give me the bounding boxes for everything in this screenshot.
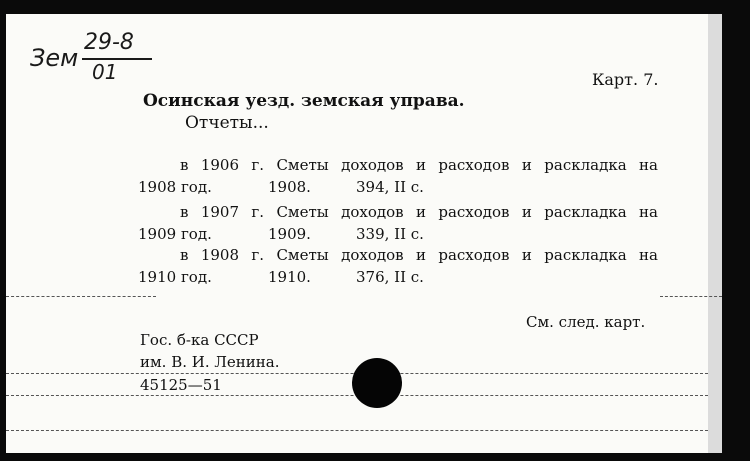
entry-2-line1: в 1907 г. Сметы доходов и расходов и раскладка на <box>180 203 658 221</box>
entry-3-pages: 376, II с. <box>356 268 424 286</box>
entry-3-year-range: 1910 год. <box>138 268 212 286</box>
handwritten-numerator: 29-8 <box>84 30 134 55</box>
handwritten-denominator: 01 <box>92 60 118 84</box>
ruled-line <box>6 430 708 431</box>
ruled-line <box>660 296 722 297</box>
entry-1-pages: 394, II с. <box>356 178 424 196</box>
library-stamp-line-2: им. В. И. Ленина. <box>140 353 280 371</box>
handwritten-prefix: Зем <box>30 44 79 72</box>
entry-2-year-range: 1909 год. <box>138 225 212 243</box>
card-title: Осинская уезд. земская управа. <box>143 91 465 111</box>
entry-1-publication-year: 1908. <box>268 178 311 196</box>
library-stamp-line-3: 45125—51 <box>140 376 222 394</box>
punch-hole <box>352 358 402 408</box>
entry-2-pages: 339, II с. <box>356 225 424 243</box>
see-next-card: См. след. карт. <box>526 313 646 331</box>
card-number: Карт. 7. <box>592 70 659 89</box>
scan-border-bottom <box>0 453 750 461</box>
library-stamp-line-1: Гос. б-ка СССР <box>140 331 259 349</box>
scan-border-top <box>0 0 750 14</box>
card-subtitle: Отчеты... <box>185 113 269 133</box>
entry-1-line1: в 1906 г. Сметы доходов и расходов и раскладка на <box>180 156 658 174</box>
entry-3-line1: в 1908 г. Сметы доходов и расходов и раскладка на <box>180 246 658 264</box>
entry-2-publication-year: 1909. <box>268 225 311 243</box>
entry-3-publication-year: 1910. <box>268 268 311 286</box>
scan-border-right <box>722 10 750 461</box>
card-edge-shadow <box>708 14 722 454</box>
ruled-line <box>6 296 156 297</box>
entry-1-year-range: 1908 год. <box>138 178 212 196</box>
scan-border-left <box>0 0 6 461</box>
